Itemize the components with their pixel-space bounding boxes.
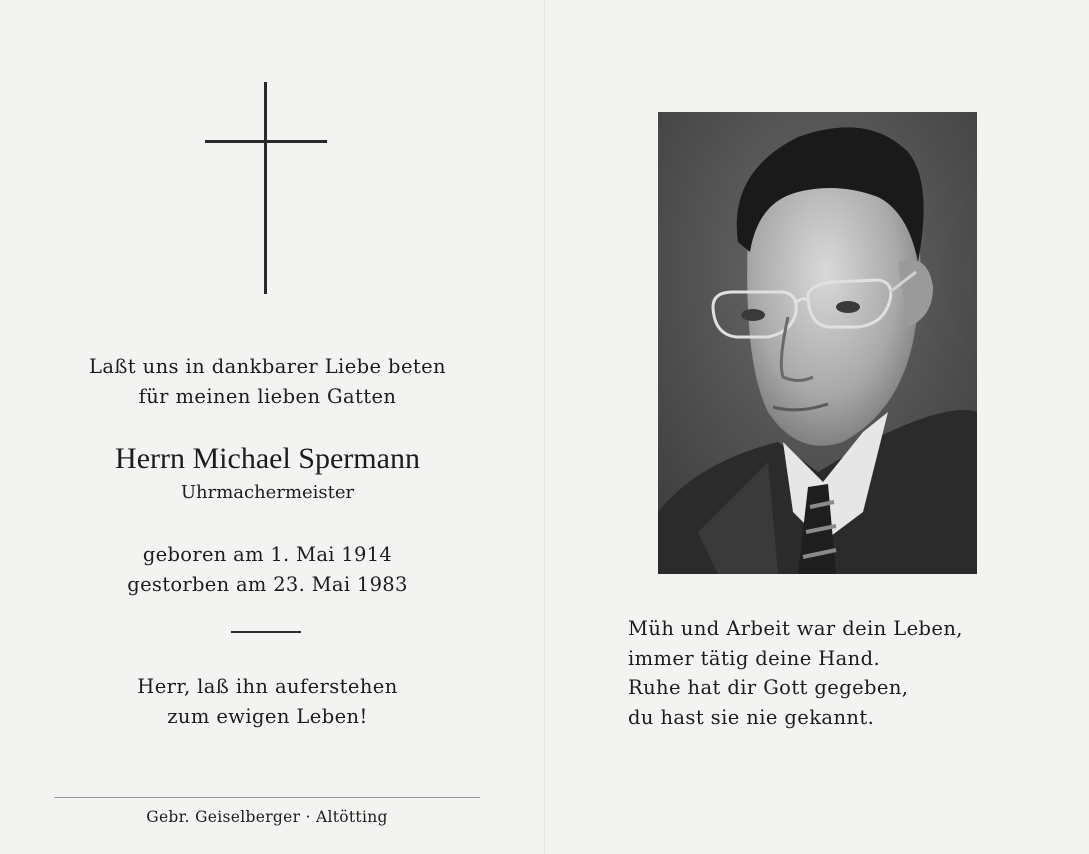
intro-line-2: für meinen lieben Gatten xyxy=(138,385,397,408)
poem-line-2: immer tätig deine Hand. xyxy=(628,646,881,670)
intro-line-1: Laßt uns in dankbarer Liebe beten xyxy=(88,355,447,378)
prayer-line-1: Herr, laß ihn auferstehen xyxy=(137,675,398,698)
deceased-profession: Uhrmachermeister xyxy=(180,482,355,503)
birth-date: geboren am 1. Mai 1914 xyxy=(142,543,393,566)
cross-icon xyxy=(205,82,327,294)
printer-credit: Gebr. Geiselberger · Altötting xyxy=(146,808,388,826)
life-dates xyxy=(30,540,505,600)
prayer-line-2: zum ewigen Leben! xyxy=(167,705,368,728)
footer-rule xyxy=(54,797,480,798)
prayer-text xyxy=(30,672,505,732)
separator-dash xyxy=(231,631,301,633)
poem-line-1: Müh und Arbeit war dein Leben, xyxy=(628,617,963,640)
poem-line-3: Ruhe hat dir Gott gegeben, xyxy=(628,676,909,699)
deceased-name: Herrn Michael Spermann xyxy=(115,442,420,475)
death-date: gestorben am 23. Mai 1983 xyxy=(127,573,408,596)
card-fold-line xyxy=(544,0,545,854)
intro-text xyxy=(30,352,505,412)
poem-line-4: du hast sie nie gekannt. xyxy=(628,705,875,729)
memorial-poem xyxy=(628,614,1068,732)
portrait-photo xyxy=(658,112,977,574)
